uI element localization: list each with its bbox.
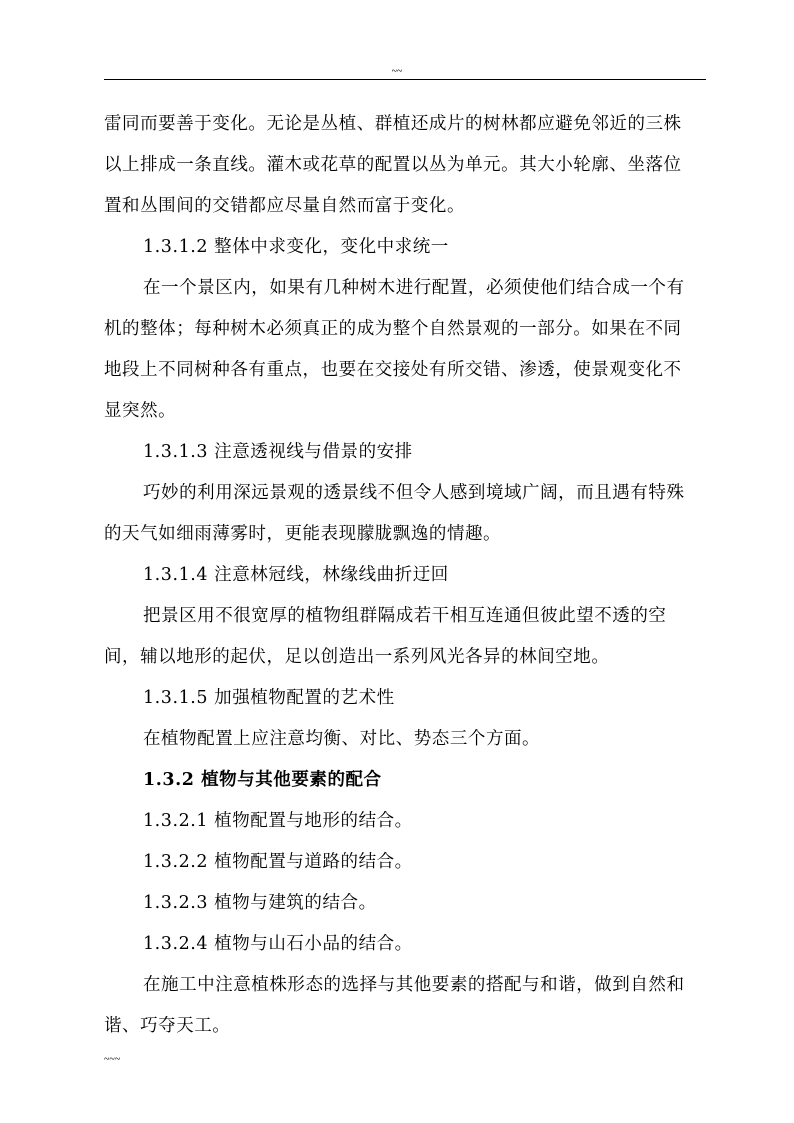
section-heading: 1.3.2 植物与其他要素的配合	[143, 770, 382, 790]
text-line: 谐、巧夺天工。	[104, 1016, 231, 1036]
page-footer-mark: ~~~	[104, 1054, 121, 1065]
text-line: 的天气如细雨薄雾时，更能表现朦胧飘逸的情趣。	[104, 524, 502, 544]
text-line: 雷同而要善于变化。无论是丛植、群植还成片的树林都应避免邻近的三株	[104, 114, 682, 134]
text-line: 机的整体；每种树木必须真正的成为整个自然景观的一部分。如果在不同	[104, 319, 682, 339]
text-line: 在施工中注意植株形态的选择与其他要素的搭配与和谐，做到自然和	[143, 975, 685, 995]
text-line: 间，辅以地形的起伏，足以创造出一系列风光各异的林间空地。	[104, 647, 610, 667]
subsection-heading: 1.3.2.4 植物与山石小品的结合。	[143, 934, 413, 954]
header-rule	[104, 79, 706, 80]
text-line: 巧妙的利用深远景观的透景线不但令人感到境域广阔，而且遇有特殊	[143, 483, 685, 503]
text-line: 以上排成一条直线。灌木或花草的配置以丛为单元。其大小轮廓、坐落位	[104, 155, 682, 175]
paragraph	[104, 965, 706, 1047]
page-header-mark: ~~	[391, 66, 403, 77]
document-body	[104, 104, 706, 1047]
text-line: 地段上不同树种各有重点，也要在交接处有所交错、渗透，使景观变化不	[104, 360, 682, 380]
text-line: 把景区用不很宽厚的植物组群隔成若干相互连通但彼此望不透的空	[143, 606, 667, 626]
subsection-heading: 1.3.2.1 植物配置与地形的结合。	[143, 811, 413, 831]
subsection-heading: 1.3.2.2 植物配置与道路的结合。	[143, 852, 413, 872]
text-line: 在植物配置上应注意均衡、对比、势态三个方面。	[143, 729, 541, 749]
subsection-heading: 1.3.1.5 加强植物配置的艺术性	[143, 688, 395, 708]
paragraph	[104, 719, 706, 760]
paragraph	[104, 596, 706, 678]
subsection-heading: 1.3.2.3 植物与建筑的结合。	[143, 893, 377, 913]
text-line: 在一个景区内，如果有几种树木进行配置，必须使他们结合成一个有	[143, 278, 685, 298]
subsection-heading: 1.3.1.2 整体中求变化，变化中求统一	[143, 237, 449, 257]
paragraph	[104, 473, 706, 555]
text-line: 置和丛围间的交错都应尽量自然而富于变化。	[104, 196, 465, 216]
text-line: 显突然。	[104, 401, 177, 421]
paragraph	[104, 104, 706, 227]
paragraph	[104, 268, 706, 432]
subsection-heading: 1.3.1.3 注意透视线与借景的安排	[143, 442, 413, 462]
subsection-heading: 1.3.1.4 注意林冠线，林缘线曲折迂回	[143, 565, 449, 585]
